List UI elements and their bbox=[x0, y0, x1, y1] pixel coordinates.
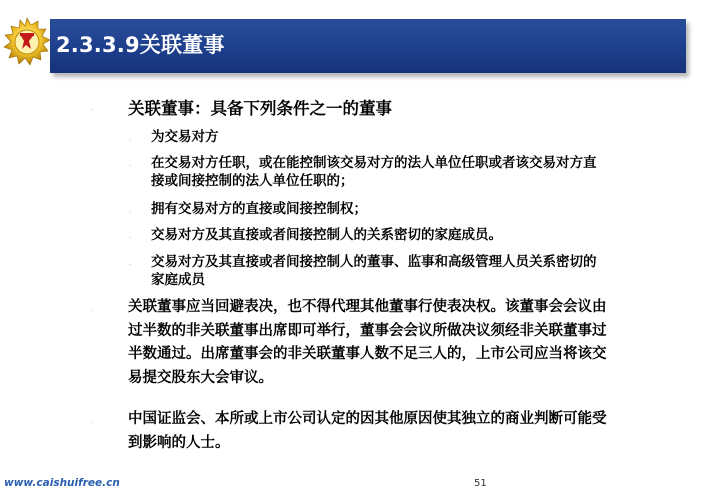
bullet-marker: · bbox=[129, 136, 132, 144]
condition-item: 为交易对方 bbox=[151, 129, 219, 145]
slide-title: 2.3.3.9关联董事 bbox=[56, 33, 225, 57]
bullet-marker: · bbox=[129, 261, 132, 269]
footer-website-link[interactable]: www.caishuifree.cn bbox=[4, 477, 120, 489]
condition-item: 在交易对方任职，或在能控制该交易对方的法人单位任职或者该交易对方直接或间接控制的法人单位任职的； bbox=[151, 155, 597, 189]
bullet-marker: · bbox=[129, 162, 132, 170]
bullet-marker: · bbox=[91, 419, 94, 427]
bullet-marker: · bbox=[91, 307, 94, 315]
condition-item: 交易对方及其直接或者间接控制人的董事、监事和高级管理人员关系密切的家庭成员 bbox=[151, 254, 597, 288]
section-heading: 关联董事：具备下列条件之一的董事 bbox=[128, 99, 392, 118]
bullet-marker: · bbox=[91, 106, 94, 114]
bullet-marker: · bbox=[129, 234, 132, 242]
condition-item: 拥有交易对方的直接或间接控制权； bbox=[151, 201, 367, 217]
bullet-marker: · bbox=[129, 208, 132, 216]
recusal-paragraph: 关联董事应当回避表决，也不得代理其他董事行使表决权。该董事会会议由过半数的非关联董事出席即可举行，董事会会议所做决议须经非关联董事过半数通过。出席董事会的非关联董事人数不足三人的，上市公司应当将该交易提交股东大会审议。 bbox=[128, 299, 607, 386]
gold-sunburst-logo-icon bbox=[2, 17, 52, 67]
other-related-paragraph: 中国证监会、本所或上市公司认定的因其他原因使其独立的商业判断可能受到影响的人士。 bbox=[128, 411, 607, 451]
page-number: 51 bbox=[474, 478, 487, 489]
condition-item: 交易对方及其直接或者间接控制人的关系密切的家庭成员。 bbox=[151, 227, 502, 243]
